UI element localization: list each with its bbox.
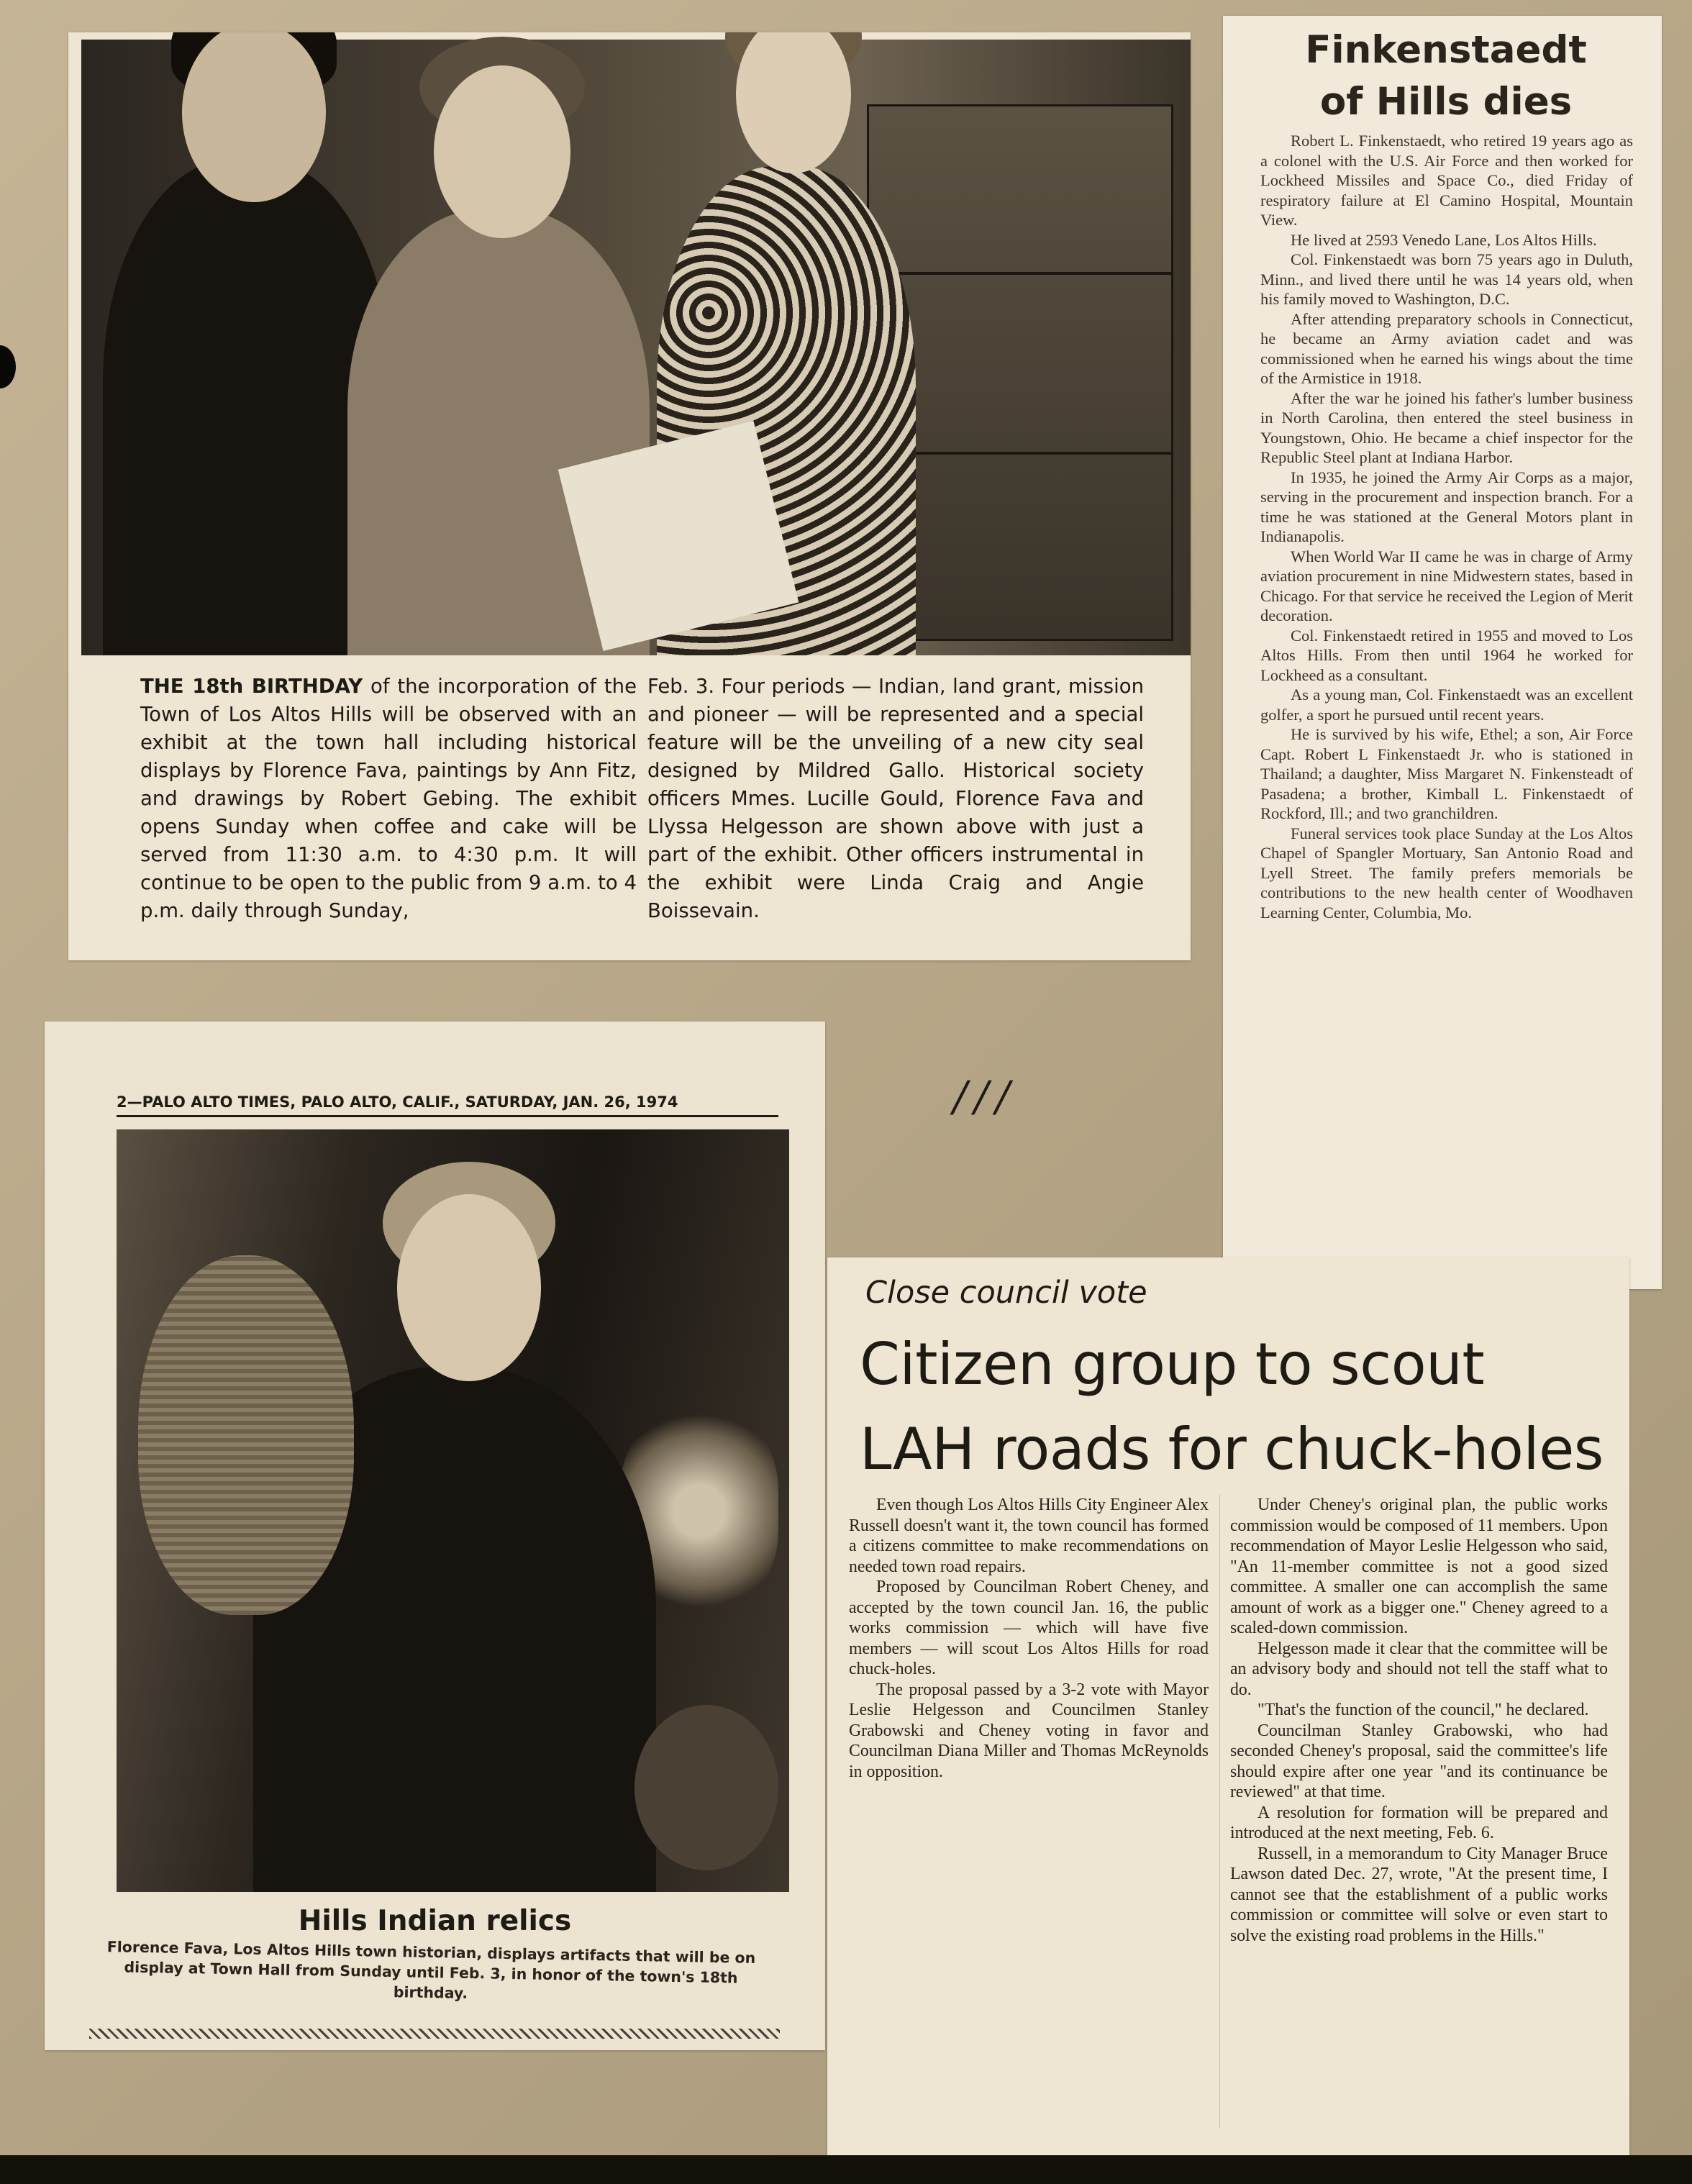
paragraph: The proposal passed by a 3-2 vote with Mayor Leslie Helgesson and Councilmen Stanley Grabowski and Cheney voting in favor and Councilman Diana Miller and Thomas McReynolds in opposition. xyxy=(849,1680,1209,1781)
caption-column-1 xyxy=(140,673,637,925)
headline-line: of Hills dies xyxy=(1319,80,1573,124)
paragraph: In 1935, he joined the Army Air Corps as a major, serving in the procurement and inspection branch. For a time he was stationed at the General Motors plant in Indianapolis. xyxy=(1260,468,1633,545)
article-column-2 xyxy=(1230,1495,1608,1946)
handwritten-marks: /// xyxy=(953,1072,1017,1121)
headline-line: LAH roads for chuck-holes xyxy=(860,1416,1604,1483)
paragraph: Russell, in a memorandum to City Manager Bruce Lawson dated Dec. 27, wrote, "At the present time, I cannot see that the establishment of a public works commission or committee will solve or even start to solve the existing road problems in the Hills." xyxy=(1230,1844,1608,1945)
obituary-headline xyxy=(1252,24,1640,128)
paragraph: When World War II came he was in charge of Army aviation procurement in nine Midwestern states, based in Chicago. For that service he received the Legion of Merit decoration. xyxy=(1260,547,1633,624)
paragraph: He lived at 2593 Venedo Lane, Los Altos Hills. xyxy=(1291,230,1597,249)
paragraph: Robert L. Finkenstaedt, who retired 19 years ago as a colonel with the U.S. Air Force and then worked for Lockheed Missiles and Space Co., died Friday of respiratory failure at El Camino Hospital, Mountain View. xyxy=(1260,132,1633,229)
paragraph: "That's the function of the council," he declared. xyxy=(1257,1701,1589,1719)
paragraph: After attending preparatory schools in Connecticut, he became an Army aviation cadet and was commissioned when he earned his wings about the time of the Armistice in 1918. xyxy=(1260,309,1633,387)
article-column-1 xyxy=(849,1495,1209,1782)
obituary-body xyxy=(1260,131,1633,922)
page-bottom-shadow xyxy=(0,2155,1692,2184)
paragraph: Col. Finkenstaedt retired in 1955 and moved to Los Altos Hills. From then until 1964 he worked for Lockheed as a consultant. xyxy=(1260,626,1633,684)
relics-title: Hills Indian relics xyxy=(298,1905,572,1937)
paragraph: Funeral services took place Sunday at the Los Altos Chapel of Spangler Mortuary, San Antonio Road and Lyell Street. The family prefers memorials be contributions to the new health center of Woodhaven Learning Center, Columbia, Mo. xyxy=(1260,824,1633,922)
article-headline xyxy=(860,1322,1615,1492)
paragraph: As a young man, Col. Finkenstaedt was an excellent golfer, a sport he pursued until recent years. xyxy=(1260,686,1633,724)
paragraph: Helgesson made it clear that the committee will be an advisory body and should not tell the staff what to do. xyxy=(1230,1639,1608,1699)
caption-column-2: Feb. 3. Four periods — Indian, land grant, mission and pioneer — will be represented and a special feature will be the unveiling of a new city seal designed by Mildred Gallo. Historical society officers Mmes. Lucille Gould, Florence Fava and Llyssa Helgesson are shown above with just a part of the exhibit. Other officers instrumental in the exhibit were Linda Craig and Angie Boissevain. xyxy=(647,675,1144,922)
paragraph: Proposed by Councilman Robert Cheney, and accepted by the town council Jan. 16, the public works commission — which will have five members — will scout Los Altos Hills for road chuck-holes. xyxy=(849,1578,1209,1678)
birthday-exhibit-clipping xyxy=(68,32,1191,960)
historical-society-photo xyxy=(81,40,1191,655)
woman-face xyxy=(397,1194,541,1381)
paragraph: He is survived by his wife, Ethel; a son, Air Force Capt. Robert L Finkenstaedt Jr. who is stationed in Thailand; a daughter, Miss Margaret N. Finkensteadt of Pasadena; a brother, Kimball L. Finkenstaedt of Rockford, Ill.; and two granchildren. xyxy=(1260,725,1633,822)
newspaper-dateline: 2—PALO ALTO TIMES, PALO ALTO, CALIF., SATURDAY, JAN. 26, 1974 xyxy=(117,1093,778,1117)
caption-lead: THE 18th BIRTHDAY xyxy=(140,675,363,698)
paragraph: A resolution for formation will be prepared and introduced at the next meeting, Feb. 6. xyxy=(1230,1803,1608,1842)
council-vote-clipping xyxy=(827,1257,1629,2165)
relics-photo xyxy=(117,1129,789,1892)
basket-jar xyxy=(138,1255,354,1615)
paragraph: Col. Finkenstaedt was born 75 years ago in Duluth, Minn., and lived there until he was 14 years old, when his family moved to Washington, D.C. xyxy=(1260,250,1633,308)
relics-caption: Florence Fava, Los Altos Hills town historian, displays artifacts that will be on display at Town Hall from Sunday until Feb. 3, in honor of the town's 18th birthday. xyxy=(106,1938,756,2002)
paragraph: After the war he joined his father's lumber business in North Carolina, then entered the steel business in Youngstown, Ohio. He became a chief inspector for the Republic Steel plant at Indiana Harbor. xyxy=(1260,388,1633,466)
indian-relics-clipping xyxy=(45,1022,825,2050)
gourd-artifact xyxy=(634,1705,778,1870)
article-kicker: Close council vote xyxy=(865,1275,1147,1311)
headline-line: Finkenstaedt xyxy=(1305,28,1587,72)
column-divider xyxy=(1219,1495,1220,2128)
paragraph: Even though Los Altos Hills City Engineer Alex Russell doesn't want it, the town council has formed a citizens committee to make recommendations on needed town road repairs. xyxy=(849,1496,1209,1576)
obituary-clipping xyxy=(1223,16,1662,1289)
decorative-border xyxy=(89,2029,780,2039)
caption-text: of the incorporation of the Town of Los Altos Hills will be observed with an exhibit at the town hall including historical displays by Florence Fava, paintings by Ann Fitz, and drawings by Robert Gebing. The exhibit opens Sunday when coffee and cake will be served from 11:30 a.m. to 4:30 p.m. It will continue to be open to the public from 9 a.m. to 4 p.m. daily through Sunday, xyxy=(140,675,637,922)
paragraph: Under Cheney's original plan, the public works commission would be composed of 11 members. Upon recommendation of Mayor Leslie Helgesson who said, "An 11-member committee is not a good sized committee. A smaller one can accomplish the same amount of work as a bigger one." Cheney agreed to a scaled-down commission. xyxy=(1230,1496,1608,1637)
headline-line: Citizen group to scout xyxy=(860,1331,1485,1398)
paragraph: Councilman Stanley Grabowski, who had seconded Cheney's proposal, said the committee's life should expire after one year "and its continuance be reviewed" at that time. xyxy=(1230,1721,1608,1801)
